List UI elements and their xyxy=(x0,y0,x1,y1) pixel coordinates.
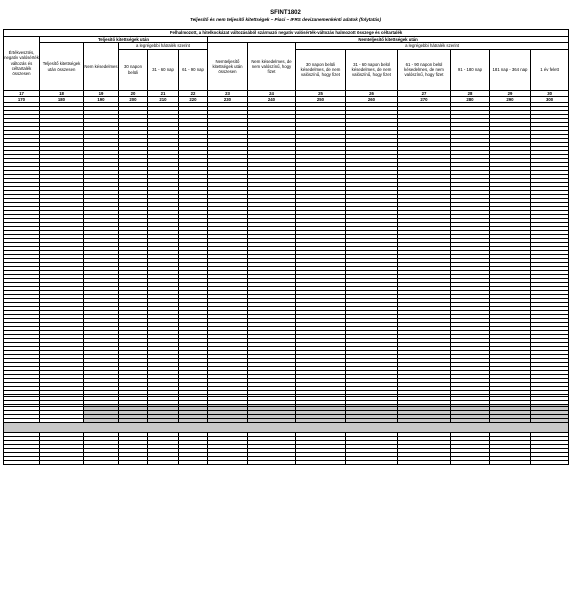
column-number-cell: 18 xyxy=(40,90,84,96)
column-code-cell: 260 xyxy=(346,97,398,103)
column-number-cell: 23 xyxy=(208,90,248,96)
table-cell xyxy=(248,461,296,465)
table-cell xyxy=(4,461,40,465)
column-code-cell: 230 xyxy=(208,97,248,103)
col-header-26: 31 - 60 napon belül késedelmes, de nem valószínű, hogy fizet xyxy=(346,49,398,90)
shaded-separator-row xyxy=(4,423,569,433)
table-cell xyxy=(398,461,451,465)
table-cell xyxy=(84,461,119,465)
column-code-cell: 190 xyxy=(84,97,119,103)
col-header-20: 30 napon belüli xyxy=(119,49,148,90)
column-code-cell: 300 xyxy=(531,97,569,103)
column-number-cell: 27 xyxy=(398,90,451,96)
table-cell xyxy=(148,461,179,465)
table-cell xyxy=(451,461,490,465)
column-code-cell: 280 xyxy=(451,97,490,103)
header-row-main xyxy=(4,30,569,37)
form-subtitle: Teljesítő és nem teljesítő kitettségek – Piaci – IFRS devizanemenkénti adatok (folytatás) xyxy=(189,17,382,22)
col-header-18: Teljesítő kitettségek után összesen xyxy=(40,43,84,90)
column-code-cell: 240 xyxy=(248,97,296,103)
column-number-cell: 30 xyxy=(531,90,569,96)
col-header-23: Nemteljesítő kitettségek után összesen xyxy=(208,43,248,90)
column-code-cell: 210 xyxy=(148,97,179,103)
column-code-cell: 220 xyxy=(179,97,208,103)
column-number-cell: 24 xyxy=(248,90,296,96)
col-header-25: 30 napon belüli késedelmes, de nem valószínű, hogy fizet xyxy=(296,49,346,90)
table-row xyxy=(4,461,569,465)
column-code-cell: 200 xyxy=(119,97,148,103)
form-code-title: SFINT1802 xyxy=(270,10,301,16)
separator-cell xyxy=(4,423,569,433)
col-header-29: 181 nap - 364 nap xyxy=(490,49,531,90)
column-code-cell: 250 xyxy=(296,97,346,103)
group-header-nonperforming: Nemteljesítő kitettségek után xyxy=(208,37,569,43)
column-code-cell: 180 xyxy=(40,97,84,103)
col-header-19: Nem késedelmes xyxy=(84,43,119,90)
past-due-header-nonperforming: a legrégebbi hátralék szerint xyxy=(296,43,569,49)
column-number-cell: 19 xyxy=(84,90,119,96)
col-header-30: 1 év felett xyxy=(531,49,569,90)
table-cell xyxy=(119,461,148,465)
table-cell xyxy=(490,461,531,465)
table-cell xyxy=(40,461,84,465)
table-cell xyxy=(346,461,398,465)
col-header-27: 61 - 90 napon belül késedelmes, de nem valószínű, hogy fizet xyxy=(398,49,451,90)
col-header-17: Értékvesztés, negatív valósérték változás és céltartalék összesen xyxy=(4,37,40,91)
table-cell xyxy=(179,461,208,465)
column-number-cell: 17 xyxy=(4,90,40,96)
col-header-22: 61 - 90 nap xyxy=(179,49,208,90)
data-table xyxy=(3,29,569,465)
table-cell xyxy=(296,461,346,465)
column-number-cell: 20 xyxy=(119,90,148,96)
group-header-main: Felhalmozott, a hitelkockázat változásából származó negatív valósérték-változás halmozott összege és céltartalék xyxy=(4,30,569,37)
column-number-cell: 25 xyxy=(296,90,346,96)
past-due-header-performing: a legrégebbi hátralék szerint xyxy=(119,43,208,49)
column-number-cell: 21 xyxy=(148,90,179,96)
column-number-cell: 28 xyxy=(451,90,490,96)
column-code-cell: 290 xyxy=(490,97,531,103)
group-header-performing: Teljesítő kitettségek után xyxy=(40,37,208,43)
col-header-21: 31 - 60 nap xyxy=(148,49,179,90)
column-number-cell: 22 xyxy=(179,90,208,96)
col-header-24: Nem késedelmes, de nem valószínű, hogy fizet xyxy=(248,43,296,90)
table-cell xyxy=(208,461,248,465)
table-cell xyxy=(531,461,569,465)
col-header-28: 91 - 180 nap xyxy=(451,49,490,90)
column-code-cell: 270 xyxy=(398,97,451,103)
column-code-cell: 170 xyxy=(4,97,40,103)
column-number-cell: 29 xyxy=(490,90,531,96)
column-number-cell: 26 xyxy=(346,90,398,96)
